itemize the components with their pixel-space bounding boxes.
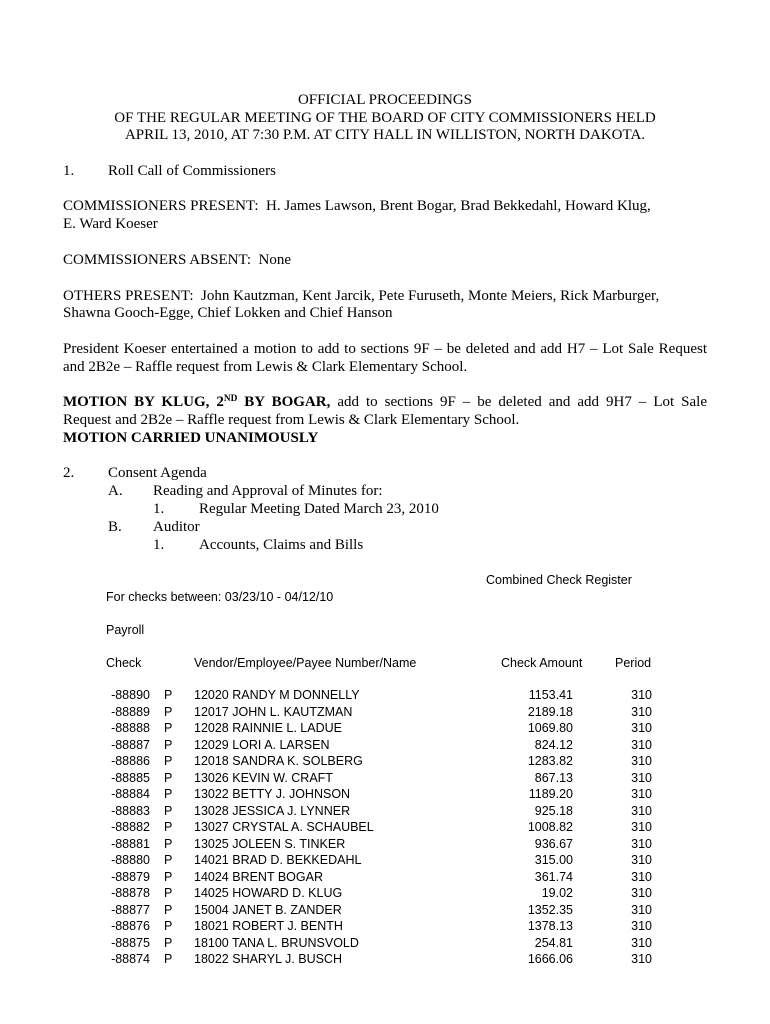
- check-amount: 254.81: [534, 935, 573, 950]
- check-number: -88879: [111, 869, 150, 884]
- agenda-item-title: Reading and Approval of Minutes for:: [153, 483, 383, 499]
- section-number: 1.: [63, 163, 75, 179]
- section-number: 2.: [63, 465, 75, 481]
- table-row: [0, 936, 770, 951]
- table-row: [0, 919, 770, 934]
- commissioners-absent-text: COMMISSIONERS ABSENT: None: [63, 252, 292, 268]
- check-amount: 824.12: [534, 737, 573, 752]
- check-amount: 925.18: [534, 803, 573, 818]
- agenda-item-letter: A.: [108, 483, 123, 499]
- payment-type: P: [164, 721, 173, 735]
- payee-name: 15004 JANET B. ZANDER: [194, 902, 342, 917]
- check-number: -88878: [111, 886, 150, 900]
- agenda-subitem-text: Regular Meeting Dated March 23, 2010: [199, 501, 439, 517]
- check-amount: 936.67: [534, 836, 573, 851]
- check-amount: 1666.06: [527, 952, 573, 966]
- payee-name: 12020 RANDY M DONNELLY: [194, 688, 360, 702]
- payee-name: 12018 SANDRA K. SOLBERG: [194, 754, 363, 768]
- table-row: [0, 705, 770, 720]
- payee-name: 13022 BETTY J. JOHNSON: [194, 787, 351, 801]
- payee-name: 14021 BRAD D. BEKKEDAHL: [194, 853, 362, 867]
- check-number: -88888: [111, 721, 150, 735]
- pay-period: 310: [631, 919, 652, 933]
- payee-name: 13027 CRYSTAL A. SCHAUBEL: [194, 820, 374, 834]
- pay-period: 310: [631, 836, 652, 851]
- payee-name: 12028 RAINNIE L. LADUE: [194, 721, 342, 735]
- table-row: [0, 837, 770, 852]
- check-amount: 19.02: [541, 886, 573, 900]
- check-amount: 1153.41: [528, 688, 573, 702]
- table-row: [0, 804, 770, 819]
- check-number: -88875: [111, 935, 150, 950]
- payee-name: 18021 ROBERT J. BENTH: [194, 919, 343, 933]
- table-row: [0, 721, 770, 736]
- check-amount: 361.74: [534, 869, 573, 884]
- check-number: -88876: [111, 919, 150, 933]
- check-amount: 2189.18: [527, 704, 573, 719]
- president-motion-text: and 2B2e – Raffle request from Lewis & Clark Elementary School.: [63, 359, 468, 375]
- payment-type: P: [164, 704, 173, 719]
- president-motion-text: President Koeser entertained a motion to add to sections 9F – be deleted and add H7 – Lot Sale Request: [63, 341, 707, 357]
- register-group-label: Payroll: [106, 623, 145, 637]
- payment-type: P: [164, 787, 173, 801]
- column-header-period: Period: [615, 656, 652, 670]
- agenda-item-title: Auditor: [153, 519, 200, 535]
- pay-period: 310: [631, 952, 652, 966]
- payment-type: P: [164, 688, 173, 702]
- table-row: [0, 787, 770, 802]
- column-header-amount: Check Amount: [501, 656, 583, 670]
- check-amount: 1069.80: [527, 721, 573, 735]
- table-row: [0, 952, 770, 967]
- pay-period: 310: [631, 820, 652, 834]
- payment-type: P: [164, 770, 173, 785]
- check-number: -88877: [111, 902, 150, 917]
- payment-type: P: [164, 886, 173, 900]
- payee-name: 13025 JOLEEN S. TINKER: [194, 836, 346, 851]
- motion-text: Request and 2B2e – Raffle request from Lewis & Clark Elementary School.: [63, 412, 520, 428]
- check-amount: 1283.82: [527, 754, 573, 768]
- pay-period: 310: [631, 737, 652, 752]
- column-header-payee: Vendor/Employee/Payee Number/Name: [194, 656, 417, 670]
- pay-period: 310: [631, 853, 652, 867]
- check-amount: 1008.82: [527, 820, 573, 834]
- others-present-text: Shawna Gooch-Egge, Chief Lokken and Chief Hanson: [63, 305, 393, 321]
- pay-period: 310: [631, 902, 652, 917]
- commissioners-present-text: E. Ward Koeser: [63, 216, 158, 232]
- payment-type: P: [164, 919, 173, 933]
- check-number: -88889: [111, 704, 150, 719]
- column-header-check: Check: [106, 656, 142, 670]
- agenda-item-letter: B.: [108, 519, 122, 535]
- check-number: -88890: [111, 688, 150, 702]
- motion-mover: MOTION BY KLUG, 2: [63, 394, 224, 410]
- check-number: -88881: [111, 836, 150, 851]
- pay-period: 310: [631, 770, 652, 785]
- ordinal-suffix: ND: [223, 394, 238, 405]
- check-number: -88886: [111, 754, 150, 768]
- payment-type: P: [164, 836, 173, 851]
- payee-name: 14024 BRENT BOGAR: [194, 869, 323, 884]
- payment-type: P: [164, 869, 173, 884]
- proceedings-subtitle: OF THE REGULAR MEETING OF THE BOARD OF CITY COMMISSIONERS HELD: [114, 109, 656, 126]
- check-amount: 1352.35: [527, 902, 573, 917]
- check-number: -88880: [111, 853, 150, 867]
- commissioners-present-text: COMMISSIONERS PRESENT: H. James Lawson, Brent Bogar, Brad Bekkedahl, Howard Klug,: [63, 198, 651, 214]
- payment-type: P: [164, 902, 173, 917]
- table-row: [0, 771, 770, 786]
- payee-name: 13028 JESSICA J. LYNNER: [194, 803, 351, 818]
- payee-name: 12029 LORI A. LARSEN: [194, 737, 330, 752]
- table-row: [0, 820, 770, 835]
- others-present-text: OTHERS PRESENT: John Kautzman, Kent Jarcik, Pete Furuseth, Monte Meiers, Rick Marburger,: [63, 288, 660, 304]
- pay-period: 310: [631, 704, 652, 719]
- payment-type: P: [164, 935, 173, 950]
- payment-type: P: [164, 952, 173, 966]
- check-number: -88885: [111, 770, 150, 785]
- payee-name: 18022 SHARYL J. BUSCH: [194, 952, 342, 966]
- section-title: Roll Call of Commissioners: [108, 163, 276, 179]
- pay-period: 310: [631, 803, 652, 818]
- motion-text: [63, 393, 707, 411]
- agenda-subitem-text: Accounts, Claims and Bills: [199, 537, 364, 553]
- payee-name: 18100 TANA L. BRUNSVOLD: [194, 935, 359, 950]
- payee-name: 12017 JOHN L. KAUTZMAN: [194, 704, 353, 719]
- pay-period: 310: [631, 935, 652, 950]
- table-row: [0, 903, 770, 918]
- table-row: [0, 853, 770, 868]
- check-number: -88884: [111, 787, 150, 801]
- pay-period: 310: [631, 787, 652, 801]
- agenda-subitem-number: 1.: [153, 537, 165, 553]
- payment-type: P: [164, 803, 173, 818]
- motion-result: MOTION CARRIED UNANIMOUSLY: [63, 430, 319, 446]
- check-amount: 1189.20: [528, 787, 573, 801]
- table-row: [0, 870, 770, 885]
- payment-type: P: [164, 853, 173, 867]
- section-title: Consent Agenda: [108, 465, 207, 481]
- table-row: [0, 754, 770, 769]
- pay-period: 310: [631, 754, 652, 768]
- agenda-subitem-number: 1.: [153, 501, 165, 517]
- table-row: [0, 688, 770, 703]
- check-amount: 867.13: [534, 770, 573, 785]
- check-amount: 315.00: [534, 853, 573, 867]
- check-number: -88882: [111, 820, 150, 834]
- check-number: -88883: [111, 803, 150, 818]
- table-row: [0, 886, 770, 901]
- motion-seconder: BY BOGAR,: [237, 394, 331, 410]
- check-number: -88887: [111, 737, 150, 752]
- payment-type: P: [164, 820, 173, 834]
- payment-type: P: [164, 754, 173, 768]
- pay-period: 310: [631, 721, 652, 735]
- motion-movers: [63, 394, 330, 410]
- check-amount: 1378.13: [527, 919, 573, 933]
- payment-type: P: [164, 737, 173, 752]
- check-number: -88874: [111, 952, 150, 966]
- payee-name: 13026 KEVIN W. CRAFT: [194, 770, 333, 785]
- pay-period: 310: [631, 688, 652, 702]
- register-title: Combined Check Register: [486, 573, 632, 587]
- motion-body: add to sections 9F – be deleted and add 9H7 – Lot Sale: [337, 394, 708, 410]
- pay-period: 310: [631, 869, 652, 884]
- table-row: [0, 738, 770, 753]
- register-date-range: For checks between: 03/23/10 - 04/12/10: [106, 590, 334, 604]
- pay-period: 310: [631, 886, 652, 900]
- meeting-date-location: APRIL 13, 2010, AT 7:30 P.M. AT CITY HALL IN WILLISTON, NORTH DAKOTA.: [124, 127, 646, 143]
- proceedings-title: OFFICIAL PROCEEDINGS: [297, 92, 473, 108]
- payee-name: 14025 HOWARD D. KLUG: [194, 886, 343, 900]
